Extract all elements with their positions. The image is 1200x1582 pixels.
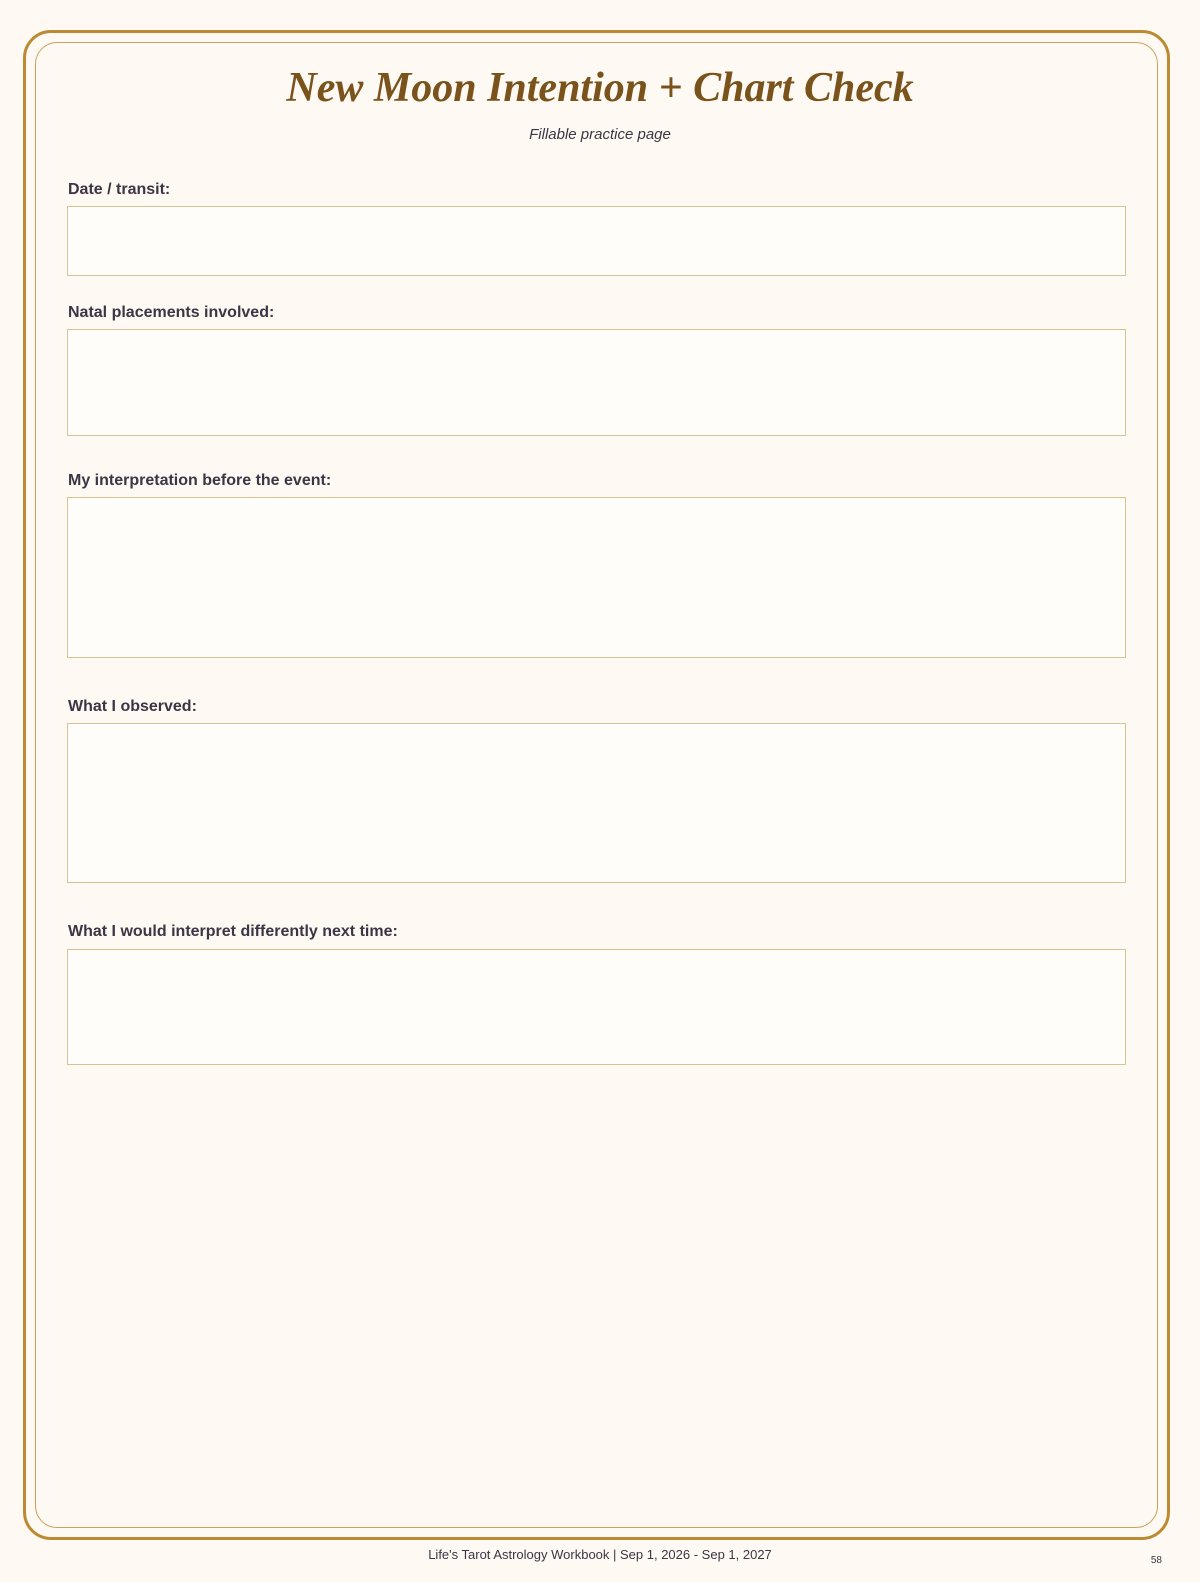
date-transit-field[interactable]: [67, 206, 1126, 276]
page-number: 58: [1150, 1555, 1162, 1566]
natal-placements-field[interactable]: [67, 329, 1126, 436]
interpretation-before-field[interactable]: [67, 497, 1126, 658]
footer-text: Life's Tarot Astrology Workbook | Sep 1, 2026 - Sep 1, 2027: [428, 1547, 772, 1562]
interpret-differently-label: What I would interpret differently next time:: [68, 923, 398, 940]
interpret-differently-field[interactable]: [67, 949, 1126, 1065]
page-title: New Moon Intention + Chart Check: [286, 65, 914, 111]
observed-label: What I observed:: [68, 698, 197, 715]
page-subtitle: Fillable practice page: [529, 126, 671, 143]
natal-placements-label: Natal placements involved:: [68, 304, 275, 321]
date-transit-label: Date / transit:: [68, 181, 171, 198]
interpretation-before-label: My interpretation before the event:: [68, 472, 332, 489]
observed-field[interactable]: [67, 723, 1126, 883]
